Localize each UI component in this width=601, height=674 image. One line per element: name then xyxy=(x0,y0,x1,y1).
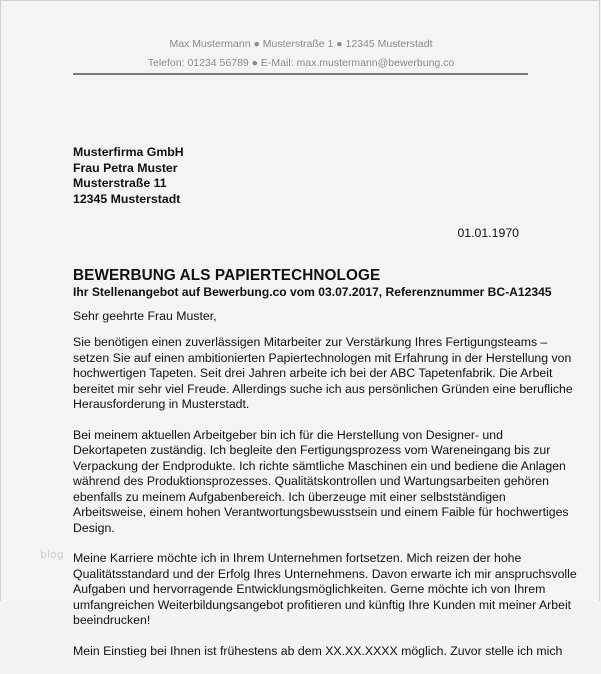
text-line: Aufgaben und hervorragende Entwicklungsmöglichkeiten. Gerne möchte ich von Ihrem xyxy=(73,582,546,596)
text-line: Qualitätsstandard und der Erfolg Ihres Unternehmens. Davon erwarte ich mir anspruchsvolle xyxy=(73,566,577,581)
text-line: Verpackung der Endprodukte. Ich richte sämtliche Maschinen ein und bediene die Anlagen xyxy=(73,458,566,473)
text-line: während des Produktionsprozesses. Qualitätskontrollen und Wartungsarbeiten gehören xyxy=(73,474,549,488)
text-line: Sie benötigen einen zuverlässigen Mitarbeiter zur Verstärkung Ihres Fertigungsteams – xyxy=(73,335,548,349)
text-line: Bei meinem aktuellen Arbeitgeber bin ich für die Herstellung von Designer- und xyxy=(73,427,503,442)
text-line: umfangreichen Weiterbildungsangebot profitieren und künftig Ihre Kunden mit meiner Arbeit xyxy=(73,597,572,612)
paragraph-1 xyxy=(73,335,573,413)
paragraph-2 xyxy=(73,427,569,537)
text-line: Dekortapeten zuständig. Ich begleite den Fertigungsprozess vom Wareneingang bis zur xyxy=(73,443,551,457)
paragraph-3 xyxy=(73,551,577,629)
recipient-contact: Frau Petra Muster xyxy=(73,160,178,175)
recipient-address xyxy=(73,145,184,207)
paragraph-4 xyxy=(73,643,563,660)
text-line: hochwertigen Tapeten. Seit drei Jahren arbeite ich bei der ABC Tapetenfabrik. Die Arbeit xyxy=(73,366,553,380)
letter-date: 01.01.1970 xyxy=(457,226,519,240)
letter-body xyxy=(73,335,577,674)
text-line: Arbeitsweise, einem hohen Verantwortungsbewusstsein und einem Faible für hochwertiges xyxy=(73,505,569,519)
letter-subtitle: Ihr Stellenangebot auf Bewerbung.co vom 03.07.2017, Referenznummer BC-A12345 xyxy=(73,285,552,299)
text-line: Meine Karriere möchte ich in Ihrem Unternehmen fortsetzen. Mich reizen der hohe xyxy=(73,551,522,565)
text-line: ebenfalls zu meinem Aufgabenbereich. Ich überzeuge mit einer selbstständigen xyxy=(73,489,506,504)
text-line: setzen Sie auf einen ambitionierten Papiertechnologen mit Erfahrung in der Herstellung von xyxy=(73,350,572,365)
recipient-street: Musterstraße 11 xyxy=(73,176,167,190)
text-line: beeindrucken! xyxy=(73,613,151,627)
text-line: Mein Einstieg bei Ihnen ist frühestens ab dem XX.XX.XXXX möglich. Zuvor stelle ich mich xyxy=(73,643,563,658)
recipient-company: Musterfirma GmbH xyxy=(73,145,184,159)
salutation: Sehr geehrte Frau Muster, xyxy=(73,309,217,323)
header-divider xyxy=(73,73,528,75)
sender-address: Max Mustermann ● Musterstraße 1 ● 12345 Musterstadt xyxy=(169,38,433,50)
recipient-city: 12345 Musterstadt xyxy=(73,191,181,206)
sender-contact: Telefon: 01234 56789 ● E-Mail: max.mustermann@bewerbung.co xyxy=(147,57,455,69)
text-line: bereitet mir sehr viel Freude. Allerdings suche ich aus persönlichen Gründen eine berufliche xyxy=(73,381,573,396)
letter-title: BEWERBUNG ALS PAPIERTECHNOLOGE xyxy=(73,267,381,284)
text-line: Herausforderung in Musterstadt. xyxy=(73,397,250,411)
sender-header xyxy=(1,35,601,73)
text-line: Design. xyxy=(73,520,115,535)
watermark-text: blog xyxy=(40,548,64,561)
